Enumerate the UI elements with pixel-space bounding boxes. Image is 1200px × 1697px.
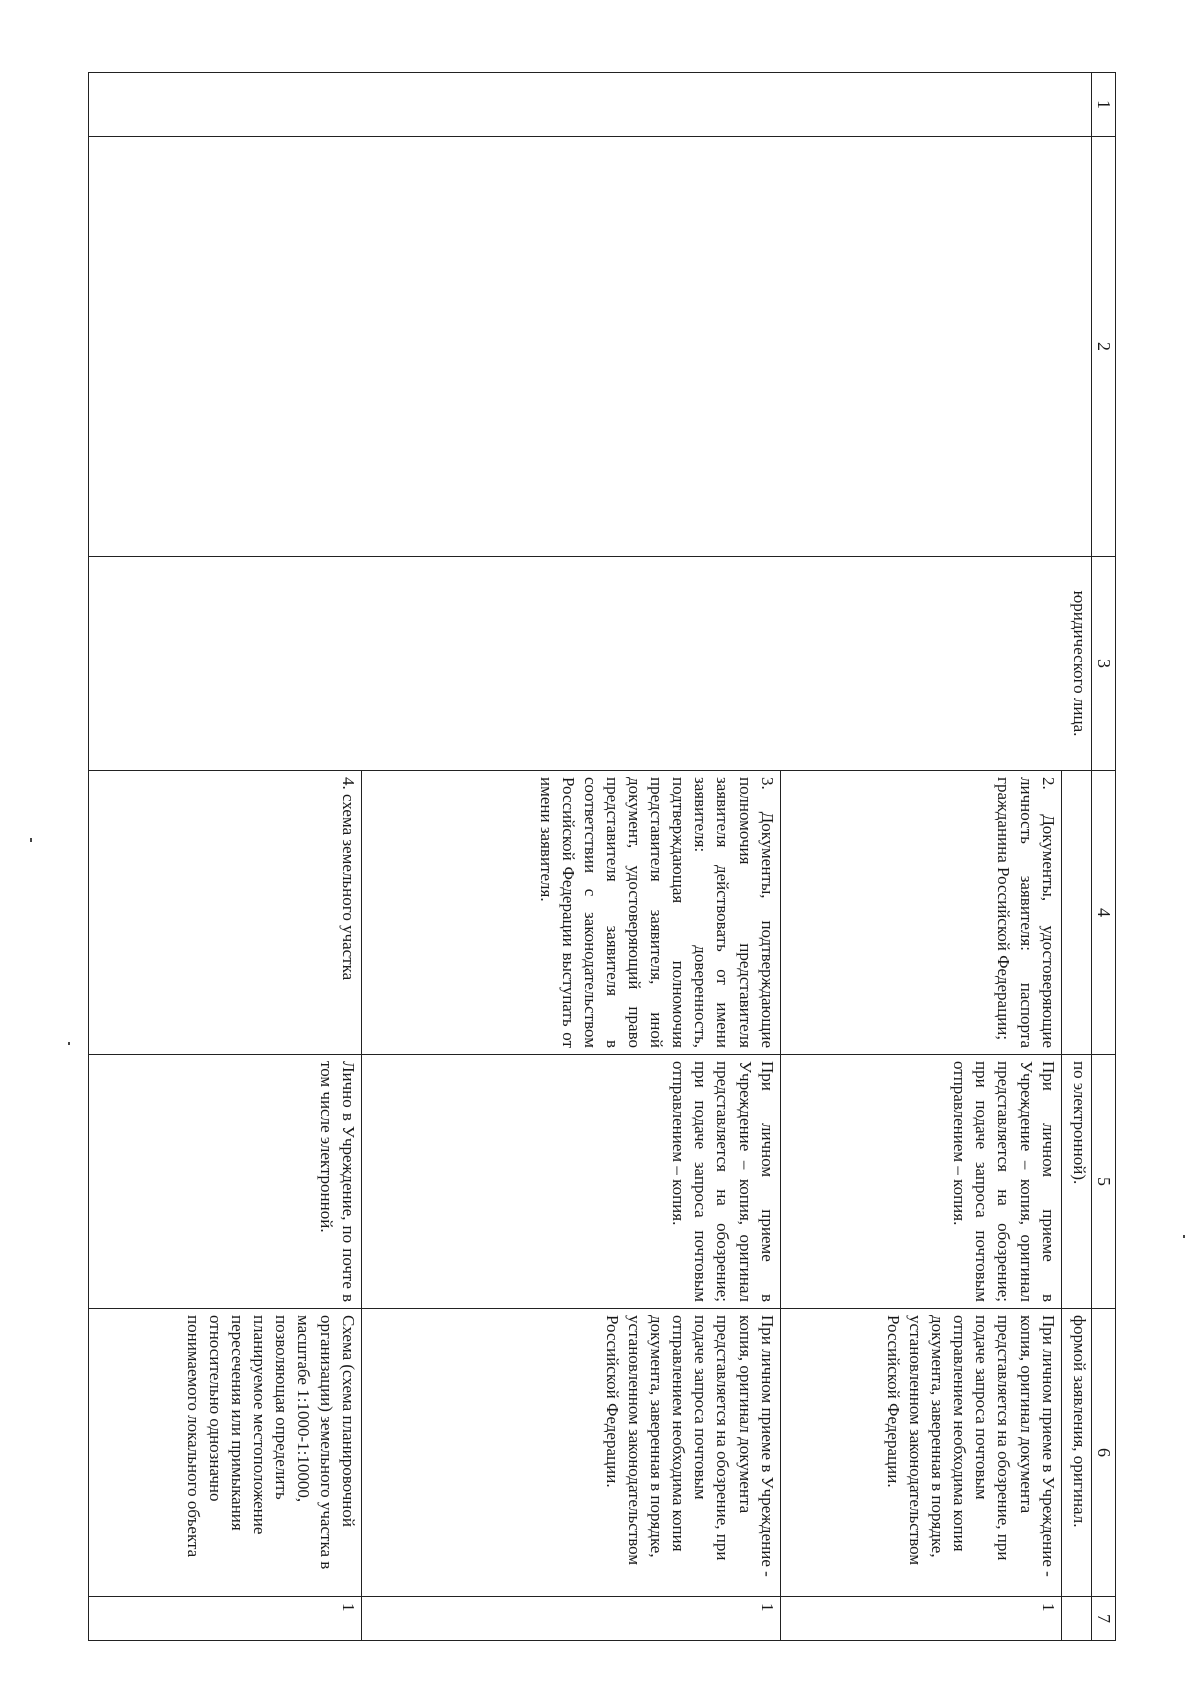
- cell-col7-continuation: [1061, 1597, 1091, 1641]
- cell-quantity: 1: [361, 1597, 780, 1641]
- column-number-1: 1: [1091, 73, 1115, 137]
- cell-col2: [780, 137, 1061, 557]
- cell-submission-method: При личном приеме в Учреждение – копия, оригинал представляется на обозрение; при подаче запроса почтовым отправлением – копия.: [361, 1055, 780, 1309]
- table-row: [88, 73, 361, 1641]
- column-number-2: 2: [1091, 137, 1115, 557]
- cell-col2: [88, 137, 361, 557]
- cell-col6-continuation: формой заявления, оригинал.: [1061, 1309, 1091, 1597]
- cell-col2: [361, 137, 780, 557]
- cell-document-requirements: При личном приеме в Учреждение - копия, оригинал документа представляется на обозрение, при подаче запроса почтовым отправлением необходима копия документа, заверенная в порядке, установленном законодательством Российской Федерации.: [780, 1309, 1061, 1597]
- cell-document-requirements: При личном приеме в Учреждение - копия, оригинал документа представляется на обозрение, при подаче запроса почтовым отправлением необходима копия документа, заверенная в порядке, установленном законодательством Российской Федерации.: [361, 1309, 780, 1597]
- column-number-row: [1091, 73, 1115, 1641]
- column-number-3: 3: [1091, 557, 1115, 771]
- cell-document-name: 3. Документы, подтверждающие полномочия представителя заявителя действовать от имени заявителя: доверенность, подтверждающая полномочия представителя заявителя, иной документ, удостоверяющий право представителя заявителя в соответствии с законодательством Российской Федерации выступать от имени заявителя.: [361, 771, 780, 1055]
- cell-col1: [780, 73, 1061, 137]
- table-row: [361, 73, 780, 1641]
- cell-col1: [361, 73, 780, 137]
- cell-document-name: 4. схема земельного участка: [88, 771, 361, 1055]
- scan-speck: [30, 838, 32, 842]
- scan-speck: [1183, 1235, 1185, 1238]
- cell-quantity: 1: [780, 1597, 1061, 1641]
- cell-col5-continuation: по электронной).: [1061, 1055, 1091, 1309]
- rotated-landscape-table: [100, 72, 1116, 1640]
- cell-quantity: 1: [88, 1597, 361, 1641]
- scan-speck: [68, 1042, 70, 1045]
- cell-document-requirements: Схема (схема планировочной организации) земельного участка в масштабе 1:1000-1:10000, позволяющая определить планируемое местоположение пересечения или примыкания относительно однозначно понимаемого локального объекта: [88, 1309, 361, 1597]
- column-number-5: 5: [1091, 1055, 1115, 1309]
- column-number-6: 6: [1091, 1309, 1115, 1597]
- document-table: [88, 72, 1116, 1641]
- cell-submission-method: Лично в Учреждение, по почте в том числе электронной.: [88, 1055, 361, 1309]
- column-number-7: 7: [1091, 1597, 1115, 1641]
- column-number-4: 4: [1091, 771, 1115, 1055]
- cell-col3-legal-entity: юридического лица.: [361, 557, 1091, 771]
- cell-col1: [1061, 73, 1091, 137]
- cell-submission-method: При личном приеме в Учреждение – копия, оригинал представляется на обозрение; при подаче запроса почтовым отправлением – копия.: [780, 1055, 1061, 1309]
- cell-col2: [1061, 137, 1091, 557]
- cell-col4-continuation: [1061, 771, 1091, 1055]
- continuation-row: [1061, 73, 1091, 1641]
- cell-col3: [88, 557, 361, 771]
- cell-col1: [88, 73, 361, 137]
- cell-document-name: 2. Документы, удостоверяющие личность заявителя: паспорта гражданина Российской Федерации;: [780, 771, 1061, 1055]
- table-row: [780, 73, 1061, 1641]
